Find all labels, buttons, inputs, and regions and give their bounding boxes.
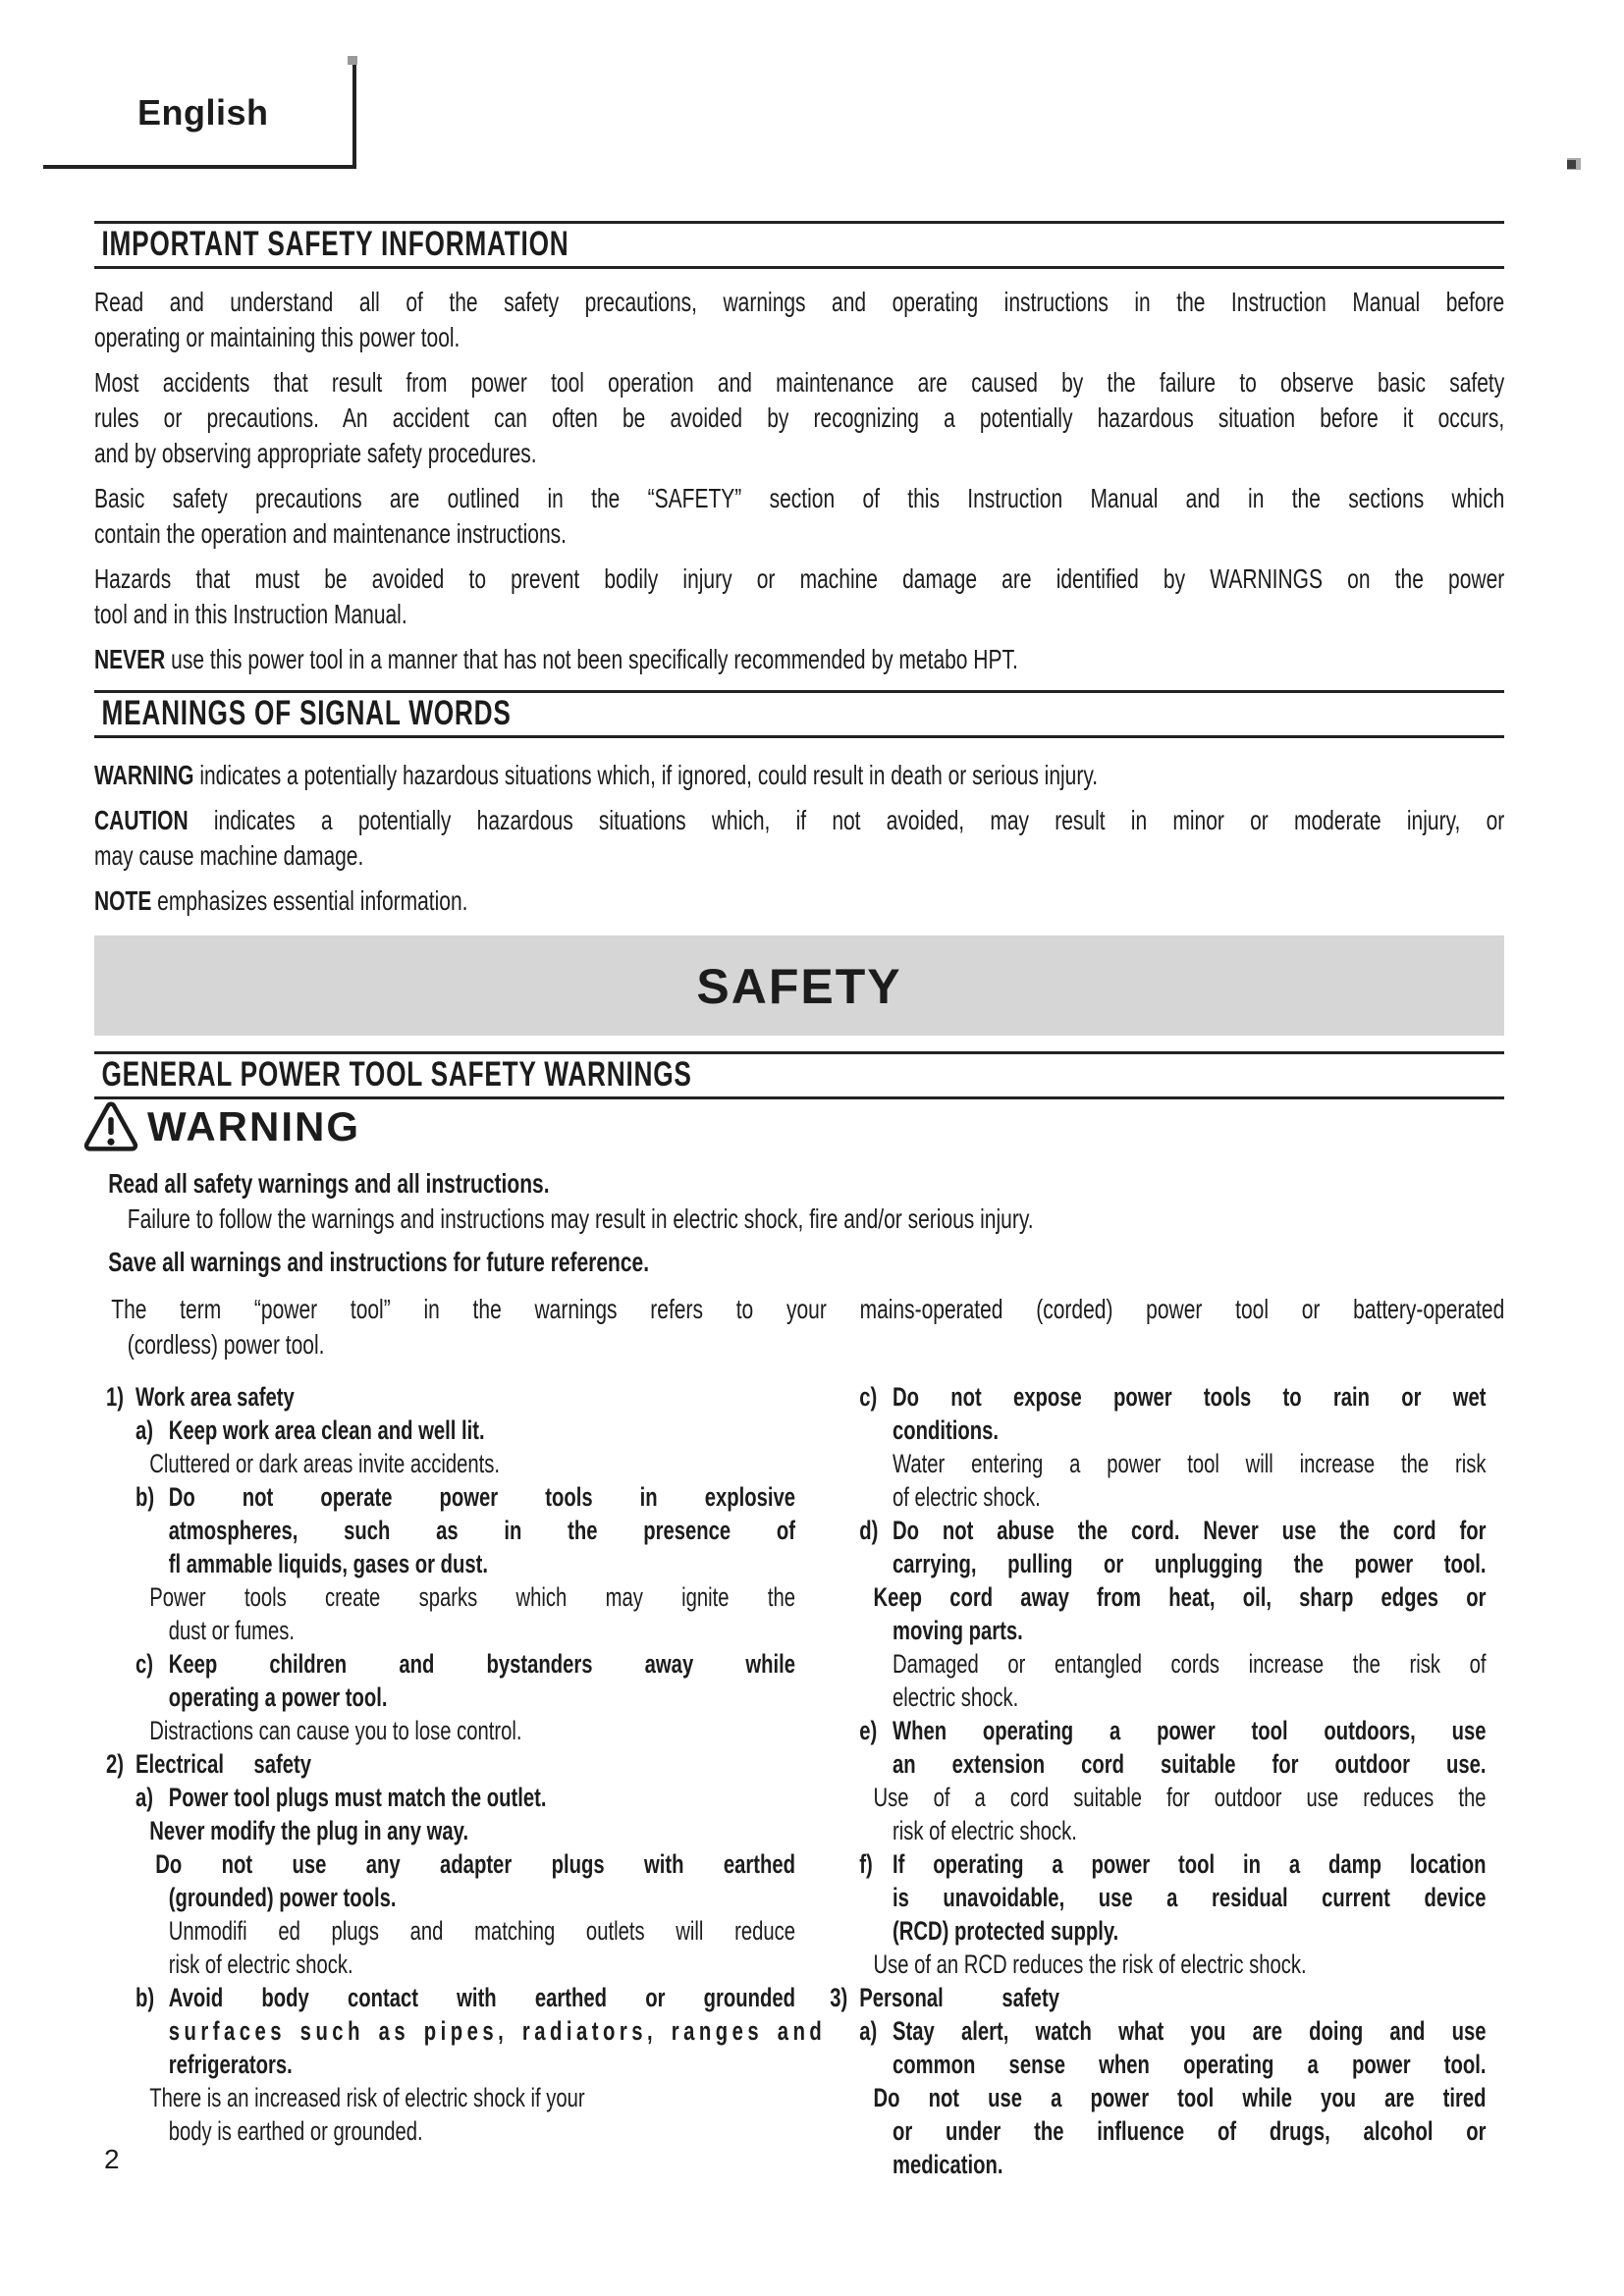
list-line: operating a power tool. (168, 1682, 388, 1712)
list-line: conditions. (893, 1415, 999, 1445)
column-left (106, 1380, 827, 2148)
signal-word-paragraphs (94, 758, 1624, 919)
list-line: moving parts. (893, 1616, 1023, 1645)
list-line: 1) Work area safety (106, 1382, 295, 1412)
list-line: f) If operating a power tool in a damp location (859, 1849, 1487, 1879)
paragraph: Most accidents that result from power tool operation and maintenance are caused by the failure to observe basic safety rules or precautions. An accident can often be avoided by recognizing a potentially hazardous situation before it occurs, and by observing appropriate safety procedures. (94, 367, 1505, 468)
list-line: Use of a cord suitable for outdoor use reduces the (873, 1783, 1487, 1812)
list-line: medication. (893, 2150, 1003, 2179)
list-line: of electric shock. (893, 1482, 1041, 1512)
list-line: a) Keep work area clean and well lit. (135, 1415, 485, 1445)
paragraph: WARNING indicates a potentially hazardous situations which, if ignored, could result in death or serious injury. (94, 760, 1099, 790)
list-line: Use of an RCD reduces the risk of electric shock. (873, 1949, 1307, 1979)
heading-text: MEANINGS OF SIGNAL WORDS (101, 694, 512, 732)
list-line: Power tools create sparks which may ignite the (149, 1582, 795, 1612)
list-line: Cluttered or dark areas invite accidents. (149, 1449, 501, 1478)
warning-title: WARNING (147, 1103, 360, 1149)
language-box-bottom-rule (43, 165, 356, 169)
warning-triangle-icon (82, 1101, 139, 1152)
language-box-corner-mark (348, 56, 357, 65)
list-line: or under the influence of drugs, alcohol or (893, 2116, 1487, 2146)
intro-paragraphs (94, 285, 1624, 677)
text-line: The term “power tool” in the warnings refers to your mains-operated (corded) power tool or battery-operated (111, 1294, 1505, 1324)
list-line: a) Power tool plugs must match the outlet. (135, 1783, 547, 1812)
language-box-right-rule (352, 61, 356, 169)
list-line: d) Do not abuse the cord. Never use the cord for (859, 1516, 1487, 1545)
list-line: an extension cord suitable for outdoor use. (893, 1749, 1487, 1779)
list-line: dust or fumes. (168, 1616, 296, 1645)
list-line: Distractions can cause you to lose control. (149, 1716, 522, 1745)
safety-warnings-columns (106, 1380, 1624, 2179)
paragraph: Read and understand all of the safety precautions, warnings and operating instructions in the Instruction Manual before operating or maintaining this power tool. (94, 287, 1505, 352)
list-line: Damaged or entangled cords increase the risk of (893, 1649, 1487, 1679)
safety-banner (94, 935, 1504, 1036)
list-line: Water entering a power tool will increase the risk (893, 1449, 1487, 1478)
list-line: e) When operating a power tool outdoors, use (859, 1716, 1487, 1745)
list-line: risk of electric shock. (893, 1816, 1077, 1845)
column-right (830, 1380, 1486, 2181)
list-line: atmospheres, such as in the presence of (168, 1516, 795, 1545)
list-line: Do not use any adapter plugs with earthed (155, 1849, 795, 1879)
list-line: electric shock. (893, 1682, 1019, 1712)
list-line: carrying, pulling or unplugging the power tool. (893, 1549, 1487, 1578)
list-line: body is earthed or grounded. (168, 2116, 423, 2146)
list-line: c) Keep children and bystanders away while (135, 1649, 795, 1679)
list-line: (grounded) power tools. (168, 1883, 397, 1912)
list-line: 3) Personal safety (830, 1983, 1059, 2012)
section-heading-signal-words (94, 690, 1504, 738)
list-line: refrigerators. (168, 2050, 293, 2079)
print-artifact-mark (1567, 158, 1581, 170)
paragraph: NEVER use this power tool in a manner that has not been specifically recommended by metabo HPT. (94, 644, 1018, 674)
list-line: common sense when operating a power tool. (893, 2050, 1487, 2079)
list-line: 2) Electrical safety (106, 1749, 311, 1779)
paragraph: Basic safety precautions are outlined in the “SAFETY” section of this Instruction Manual and in the sections which contain the operation and maintenance instructions. (94, 483, 1505, 549)
list-line: b) Avoid body contact with earthed or grounded (135, 1983, 795, 2012)
list-line: Unmodifi ed plugs and matching outlets will reduce (168, 1916, 795, 1946)
paragraph: NOTE emphasizes essential information. (94, 885, 468, 916)
language-label: English (137, 92, 269, 133)
text-line: Save all warnings and instructions for future reference. (108, 1247, 650, 1277)
heading-text: GENERAL POWER TOOL SAFETY WARNINGS (101, 1055, 692, 1094)
list-line: c) Do not expose power tools to rain or wet (859, 1382, 1487, 1412)
text-line: Failure to follow the warnings and instructions may result in electric shock, fire and/or serious injury. (127, 1203, 1034, 1234)
section-heading-important-safety (94, 221, 1504, 269)
list-line: Keep cord away from heat, oil, sharp edges or (873, 1582, 1487, 1612)
paragraph: CAUTION indicates a potentially hazardous situations which, if not avoided, may result in minor or moderate injury, or may cause machine damage. (94, 805, 1505, 871)
paragraph: Hazards that must be avoided to prevent bodily injury or machine damage are identified by WARNINGS on the power tool and in this Instruction Manual. (94, 563, 1505, 629)
list-line: Never modify the plug in any way. (149, 1816, 469, 1845)
text-line: (cordless) power tool. (127, 1329, 325, 1360)
safety-banner-text: SAFETY (696, 959, 902, 1014)
list-line: risk of electric shock. (168, 1949, 353, 1979)
list-line: There is an increased risk of electric shock if your (149, 2083, 585, 2112)
list-line: is unavoidable, use a residual current device (893, 1883, 1487, 1912)
list-line: Do not use a power tool while you are tired (873, 2083, 1487, 2112)
heading-text: IMPORTANT SAFETY INFORMATION (101, 225, 569, 263)
list-line: a) Stay alert, watch what you are doing and use (859, 2016, 1487, 2046)
list-line: fl ammable liquids, gases or dust. (168, 1549, 488, 1578)
warning-intro-block (94, 1166, 1624, 1362)
page-number: 2 (104, 2144, 120, 2174)
warning-title-row (82, 1101, 360, 1152)
text-line: Read all safety warnings and all instructions. (108, 1168, 550, 1199)
list-line: surfaces such as pipes, radiators, ranges and (168, 2016, 827, 2046)
list-line: b) Do not operate power tools in explosive (135, 1482, 795, 1512)
section-heading-general-warnings (94, 1051, 1504, 1099)
list-line: (RCD) protected supply. (893, 1916, 1119, 1946)
